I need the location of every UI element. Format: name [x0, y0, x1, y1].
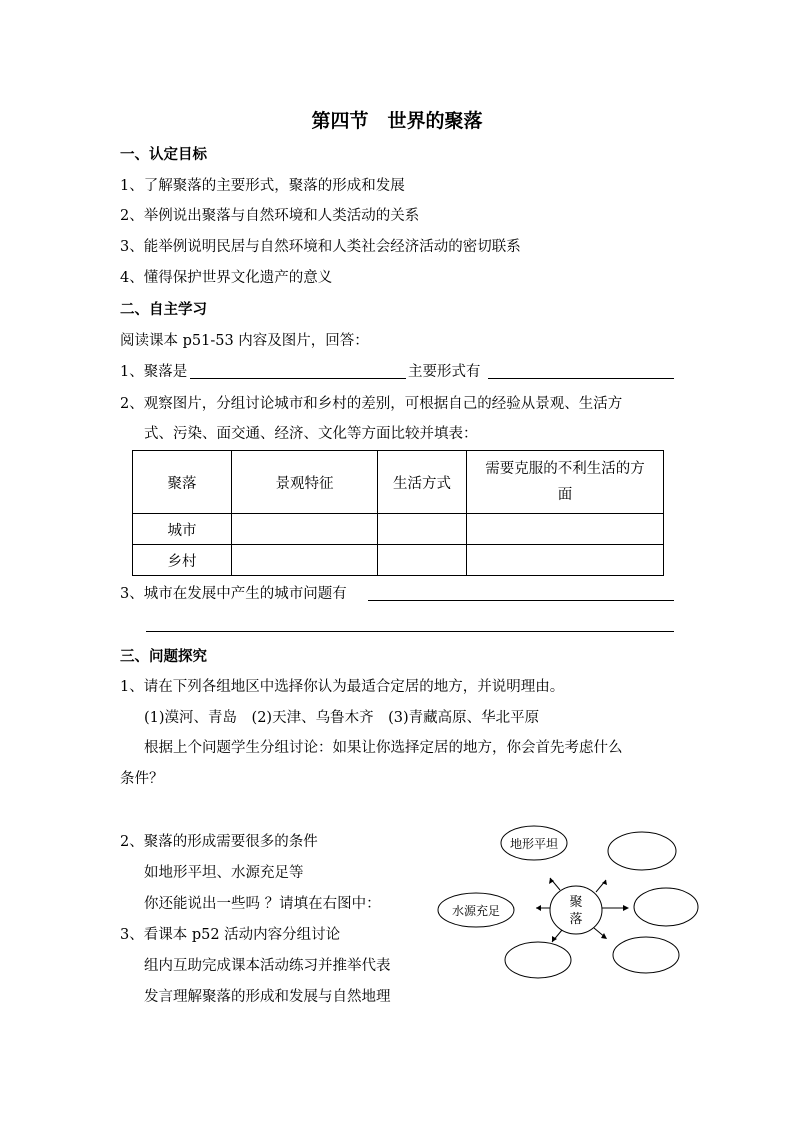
table-cell[interactable]	[232, 545, 378, 576]
node-label-terrain: 地形平坦	[509, 837, 559, 851]
reading-instruction: 阅读课本 p51-53 内容及图片，回答：	[120, 333, 369, 349]
arrow-head	[549, 878, 554, 884]
center-label-line1: 聚	[569, 895, 583, 910]
discussion-line2: 条件？	[120, 771, 164, 787]
section2-heading: 二、自主学习	[120, 302, 207, 318]
table-cell[interactable]	[378, 545, 467, 576]
example-text: 如地形平坦、水源充足等	[144, 865, 304, 881]
node-blank[interactable]	[634, 888, 698, 926]
table-header-row	[133, 451, 664, 514]
question-3-prefix: 3、城市在发展中产生的城市问题有	[120, 586, 347, 602]
table-cell[interactable]	[467, 545, 664, 576]
activity-text: 组内互助完成课本活动练习并推举代表	[144, 958, 391, 974]
answer-blank[interactable]	[368, 600, 674, 601]
activity-text: 发言理解聚落的形成和发展与自然地理	[144, 989, 391, 1005]
arrow-head	[623, 905, 629, 911]
explore-question-3: 3、看课本 p52 活动内容分组讨论	[120, 927, 341, 943]
page-title: 第四节 世界的聚落	[311, 110, 483, 132]
goal-item: 3、能举例说明民居与自然环境和人类社会经济活动的密切联系	[120, 239, 521, 255]
node-blank[interactable]	[608, 832, 676, 870]
table-header-line: 需要克服的不利生活的方	[485, 461, 645, 477]
table-header: 聚落	[133, 451, 232, 514]
table-header	[467, 451, 664, 514]
answer-blank[interactable]	[488, 378, 674, 379]
table-cell[interactable]	[232, 514, 378, 545]
section3-heading: 三、问题探究	[120, 649, 207, 665]
discussion-line1: 根据上个问题学生分组讨论：如果让你选择定居的地方，你会首先考虑什么	[144, 740, 623, 756]
table-cell[interactable]	[467, 514, 664, 545]
center-label-line2: 落	[569, 912, 583, 927]
table-header-line: 面	[557, 487, 573, 503]
settlement-conditions-diagram	[426, 818, 686, 988]
row-label: 城市	[133, 514, 232, 545]
section1-heading: 一、认定目标	[120, 147, 207, 163]
arrow-head	[601, 933, 607, 939]
answer-blank[interactable]	[190, 378, 406, 379]
node-blank[interactable]	[505, 942, 571, 978]
explore-question-1: 1、请在下列各组地区中选择你认为最适合定居的地方，并说明理由。	[120, 679, 565, 695]
arrow-head	[536, 905, 541, 911]
table-row	[133, 514, 664, 545]
table-cell[interactable]	[378, 514, 467, 545]
question-1-prefix: 1、聚落是	[120, 364, 188, 380]
answer-blank[interactable]	[146, 631, 674, 632]
explore-options: (1)漠河、青岛 (2)天津、乌鲁木齐 (3)青藏高原、华北平原	[144, 710, 540, 726]
question-1-mid: 主要形式有	[408, 364, 481, 380]
node-label-water: 水源充足	[451, 904, 501, 918]
comparison-table	[132, 450, 664, 576]
table-header: 生活方式	[378, 451, 467, 514]
table-row	[133, 545, 664, 576]
question-2-line1: 2、观察图片，分组讨论城市和乡村的差别，可根据自己的经验从景观、生活方	[120, 396, 623, 412]
table-header: 景观特征	[232, 451, 378, 514]
question-2-line2: 式、污染、面交通、经济、文化等方面比较并填表：	[144, 426, 478, 442]
goal-item: 4、懂得保护世界文化遗产的意义	[120, 270, 333, 286]
goal-item: 2、举例说出聚落与自然环境和人类活动的关系	[120, 208, 420, 224]
goal-item: 1、了解聚落的主要形式，聚落的形成和发展	[120, 178, 405, 194]
node-blank[interactable]	[613, 937, 679, 973]
prompt-text: 你还能说出一些吗 ？请填在右图中：	[144, 896, 381, 912]
row-label: 乡村	[133, 545, 232, 576]
explore-question-2: 2、聚落的形成需要很多的条件	[120, 834, 318, 850]
